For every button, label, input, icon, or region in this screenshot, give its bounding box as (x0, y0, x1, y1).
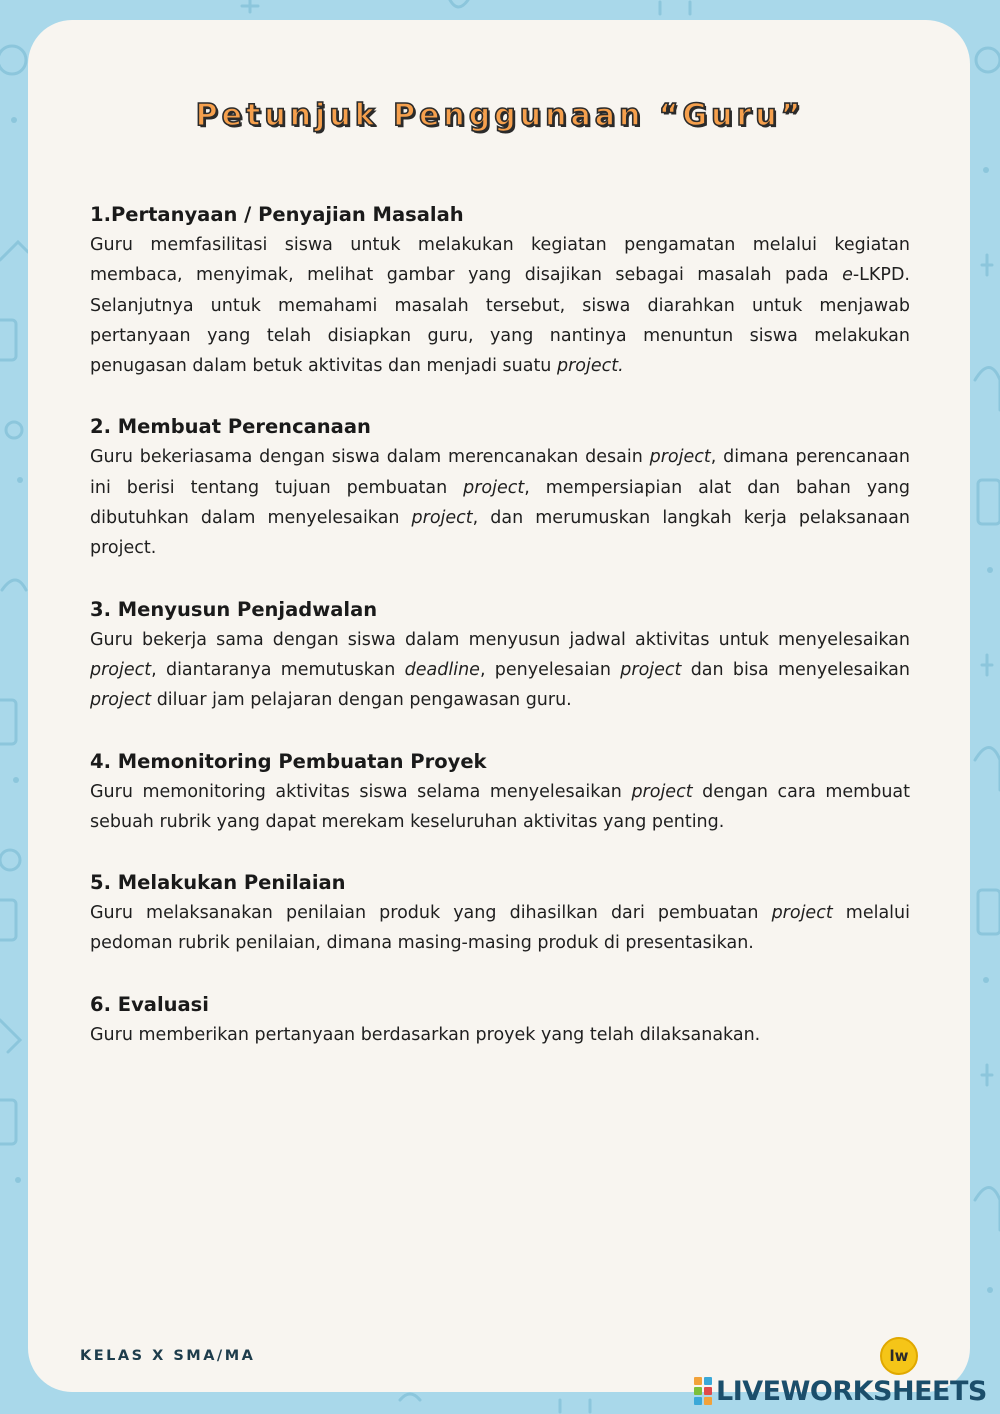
class-label: KELAS X SMA/MA (80, 1348, 256, 1364)
body-text: Guru memfasilitasi siswa untuk melakukan kegiatan pengamatan melalui kegiatan membaca, menyimak, melihat gambar yang disajikan sebagai masalah pada (90, 235, 910, 286)
italic-term: e (842, 265, 853, 286)
section-body (90, 625, 910, 716)
body-text: melalui pedoman rubrik penilaian, dimana masing-masing produk di presentasikan. (90, 903, 910, 954)
section-heading: 6. Evaluasi (90, 992, 209, 1016)
section-body (90, 230, 910, 381)
body-text: , dan merumuskan langkah kerja pelaksanaan project. (90, 508, 910, 559)
liveworksheets-brand-text: LIVEWORKSHEETS (716, 1375, 987, 1407)
instruction-section (90, 595, 910, 716)
body-text: Guru bekerja sama dengan siswa dalam menyusun jadwal aktivitas untuk menyelesaikan (90, 629, 910, 650)
section-body (90, 898, 910, 959)
body-text: dan bisa menyelesaikan (681, 659, 910, 680)
instruction-section (90, 747, 910, 838)
section-body (90, 1020, 910, 1050)
italic-term: deadline (404, 659, 480, 680)
body-text: Guru memberikan pertanyaan berdasarkan proyek yang telah dilaksanakan. (90, 1024, 761, 1045)
section-heading: 4. Memonitoring Pembuatan Proyek (90, 749, 487, 773)
italic-term: project (463, 477, 525, 498)
instruction-section (90, 412, 910, 563)
italic-term: project (631, 781, 693, 802)
body-text: diluar jam pelajaran dengan pengawasan guru. (151, 690, 572, 711)
italic-term: project (90, 690, 152, 711)
liveworksheets-badge-icon[interactable]: lw (880, 1337, 918, 1375)
body-text: Guru memonitoring aktivitas siswa selama menyelesaikan (90, 781, 632, 802)
body-text: , diantaranya memutuskan (151, 659, 405, 680)
italic-term: project (771, 903, 833, 924)
body-text: dengan cara membuat sebuah rubrik yang dapat merekam keseluruhan aktivitas yang penting. (90, 781, 910, 832)
italic-term: project (620, 659, 682, 680)
body-text: , penyelesaian (479, 659, 621, 680)
body-text: Guru bekeriasama dengan siswa dalam merencanakan desain (90, 447, 650, 468)
instructions-list (90, 200, 910, 1081)
italic-term: project (411, 508, 473, 529)
italic-term: project (90, 659, 152, 680)
section-body (90, 442, 910, 563)
liveworksheets-logo[interactable] (694, 1374, 987, 1408)
instruction-section (90, 868, 910, 959)
body-text: , mempersiapian alat dan bahan yang dibutuhkan dalam menyelesaikan (90, 477, 910, 529)
section-heading: 2. Membuat Perencanaan (90, 415, 371, 439)
italic-term: project. (556, 356, 624, 377)
liveworksheets-blocks-icon (694, 1377, 712, 1405)
section-heading: 5. Melakukan Penilaian (90, 871, 346, 895)
page-title: Petunjuk Penggunaan “Guru” (195, 98, 805, 133)
instruction-section (90, 200, 910, 381)
section-body (90, 777, 910, 838)
body-text: -LKPD. Selanjutnya untuk memahami masalah tersebut, siswa diarahkan untuk menjawab pertanyaan yang telah disiapkan guru, yang nantinya menuntun siswa melakukan penugasan dalam betuk aktivitas dan menjadi suatu (90, 265, 910, 377)
section-heading: 1.Pertanyaan / Penyajian Masalah (90, 203, 464, 226)
section-heading: 3. Menyusun Penjadwalan (90, 597, 378, 621)
body-text: , dimana perencanaan ini berisi tentang tujuan pembuatan (90, 447, 910, 498)
body-text: Guru melaksanakan penilaian produk yang dihasilkan dari pembuatan (90, 903, 772, 924)
italic-term: project (649, 447, 711, 468)
instruction-section (90, 990, 910, 1050)
